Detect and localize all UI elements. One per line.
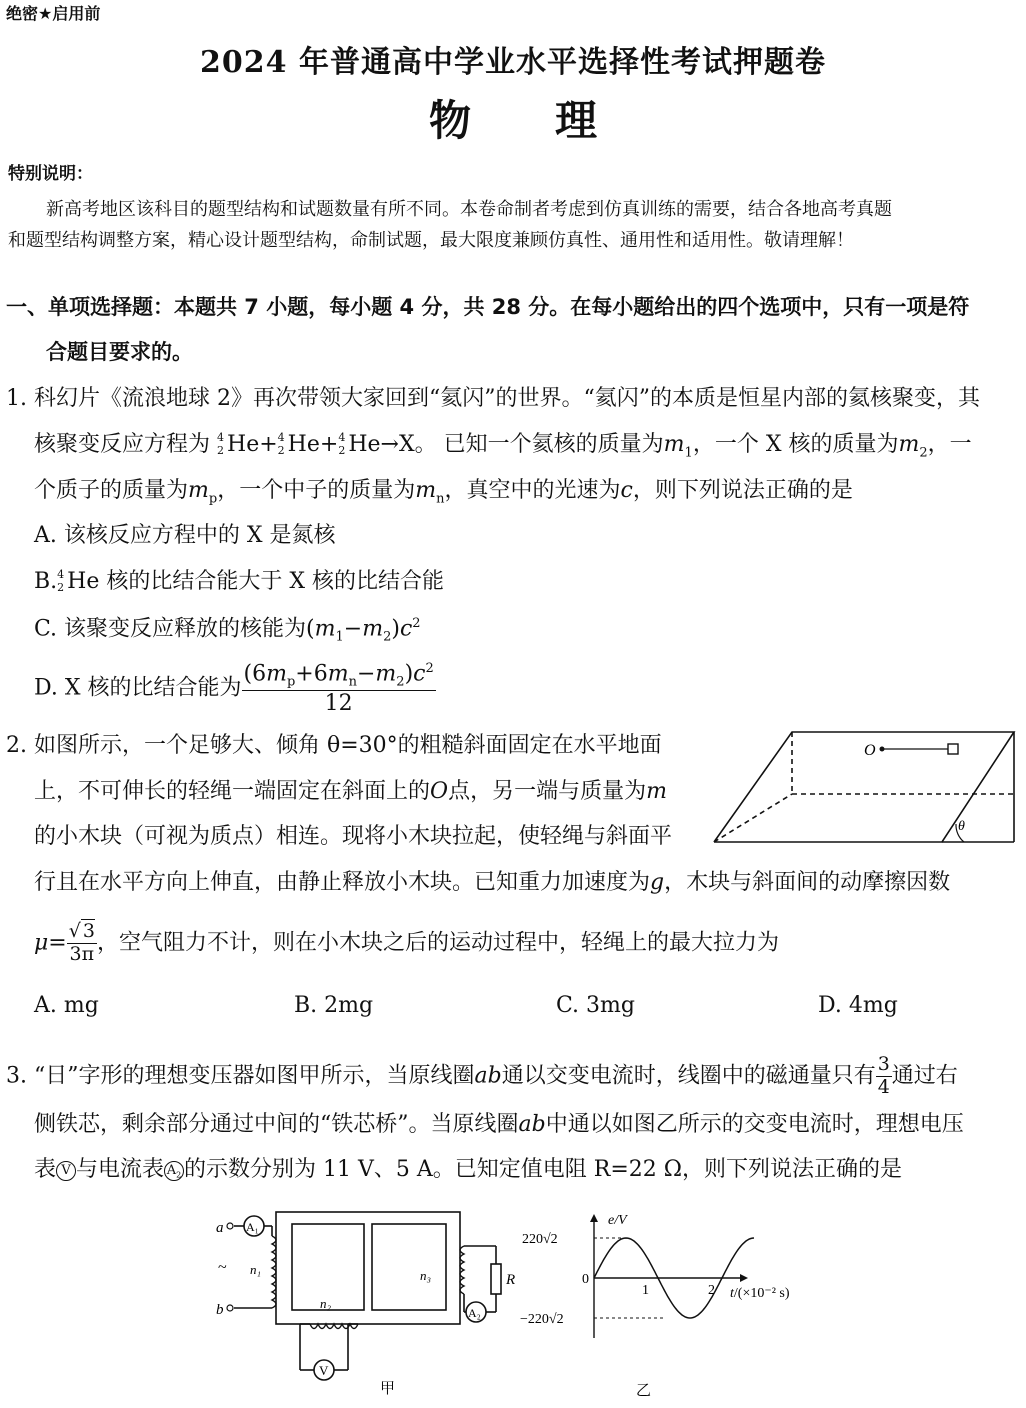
q3-line-3: 表 V 与电流表 $A_2$ 的示数分别为 11 V、5 A。已知定值电阻 R=22 Ω，则下列说法正确的是 [34, 1157, 902, 1182]
terminal-b [227, 1305, 233, 1311]
label-theta: θ [958, 819, 965, 834]
xlabel: t/(×10⁻² s) [730, 1286, 790, 1301]
label-a2: A₂ [468, 1306, 481, 1320]
section-heading-cont: 合题目要求的。 [46, 340, 193, 364]
emf-chart [520, 1210, 820, 1400]
q2-option-a: A. mg [34, 993, 99, 1018]
q2-line-4: 行且在水平方向上伸直，由静止释放小木块。已知重力加速度为g，木块与斜面间的动摩擦因数 [34, 870, 951, 895]
y-axis-arrow [590, 1214, 598, 1222]
q2-option-d: D. 4mg [818, 993, 898, 1018]
q3-line-1: 3. “日”字形的理想变压器如图甲所示，当原线圈ab通以交变电流时，线圈中的磁通量只有 $\frac{3}{4}$ 通过右 [6, 1053, 958, 1098]
label-n2: n₂ [320, 1296, 332, 1311]
label-n1: n₁ [250, 1262, 262, 1277]
q1-option-a: A. 该核反应方程中的 X 是氮核 [34, 523, 336, 548]
label-r: R [506, 1272, 516, 1288]
notice-label: 特别说明： [8, 164, 93, 184]
anchor-point-o [880, 747, 885, 752]
caption-yi: 乙 [636, 1383, 652, 1399]
helium-nuclide: 4 2 He [338, 431, 381, 457]
transformer-figure [214, 1208, 534, 1400]
terminal-a [227, 1223, 233, 1229]
q1-option-b: B. 4 2 He 核的比结合能大于 X 核的比结合能 [34, 568, 445, 594]
q3-line-2: 侧铁芯，剩余部分通过中间的“铁芯桥”。当原线圈ab中通以如图乙所示的交变电流时，理想电压 [34, 1112, 964, 1137]
q2-line-5: μ= $\frac{√ 3}{3\pi}$ ，空气阻力不计，则在小木块之后的运动过程中，轻绳上的最大拉力为 [34, 920, 779, 965]
tick-y-bottom: −220√2 [520, 1312, 564, 1327]
label-b: b [216, 1302, 224, 1318]
secret-label: 绝密★启用前 [6, 4, 101, 23]
tick-x-2: 2 [708, 1283, 715, 1298]
notice-line-2: 和题型结构调整方案，精心设计题型结构，命制试题，最大限度兼顾仿真性、通用性和适用性。敬请理解！ [8, 230, 854, 251]
exam-title: 2024 年普通高中学业水平选择性考试押题卷 [200, 45, 826, 80]
q2-option-b: B. 2mg [294, 993, 374, 1018]
q2-line-1: 2. 如图所示，一个足够大、倾角 θ=30°的粗糙斜面固定在水平地面 [6, 733, 662, 758]
ammeter-symbol: $A_2$ [164, 1161, 184, 1181]
voltmeter-symbol: V [56, 1161, 76, 1181]
tick-y-top: 220√2 [522, 1232, 558, 1247]
label-v: V [319, 1363, 329, 1378]
q2-line-3: 的小木块（可视为质点）相连。现将小木块拉起，使轻绳与斜面平 [34, 824, 673, 849]
mu-fraction: $\frac{√ 3}{3\pi}$ [68, 920, 95, 965]
label-n3: n₃ [420, 1268, 432, 1283]
label-a1: A₁ [246, 1220, 259, 1234]
flux-fraction: $\frac{3}{4}$ [877, 1053, 890, 1098]
tick-x-1: 1 [642, 1283, 649, 1298]
q1-option-c: C. 该聚变反应释放的核能为$(m_1-m_2)c^2$ [34, 616, 421, 645]
notice-line-1: 新高考地区该科目的题型结构和试题数量有所不同。本卷命制者考虑到仿真训练的需要，结合各地高考真题 [46, 199, 892, 220]
helium-nuclide: 4 2 He [217, 431, 260, 457]
label-ac: ~ [218, 1259, 227, 1276]
q1-line-3: 个质子的质量为$m_p$，一个中子的质量为$m_n$，真空中的光速为c，则下列说法正确的是 [34, 478, 853, 507]
q2-option-c: C. 3mg [556, 993, 635, 1018]
x-axis-arrow [740, 1274, 748, 1282]
caption-jia: 甲 [380, 1381, 396, 1397]
ylabel: e/V [608, 1213, 627, 1228]
helium-nuclide: 4 2 He [277, 431, 320, 457]
label-a: a [216, 1220, 224, 1236]
section-heading: 一、单项选择题：本题共 7 小题，每小题 4 分，共 28 分。在每小题给出的四个选项中，只有一项是符 [6, 295, 970, 319]
q1-option-d: D. X 核的比结合能为 $\frac{(6m_p+6m_n-m_2)c^2}{12}$ [34, 661, 434, 717]
incline-figure [712, 722, 1020, 852]
q1-line-2: 核聚变反应方程为 4 2 He+ 4 2 He+ 4 2 He→X。 已知一个氦核的质量为$m_1$，一个 X 核的质量为$m_2$，一 [34, 431, 972, 461]
binding-energy-fraction: $\frac{(6m_p+6m_n-m_2)c^2}{12}$ [243, 661, 434, 717]
q2-line-2: 上，不可伸长的轻绳一端固定在斜面上的O点，另一端与质量为m [34, 779, 667, 804]
subject-title: 物 理 [428, 96, 597, 145]
tick-y-zero: 0 [582, 1272, 589, 1287]
label-o: O [864, 742, 876, 759]
q1-line-1: 1. 科幻片《流浪地球 2》再次带领大家回到“氦闪”的世界。“氦闪”的本质是恒星内部的氦核聚变，其 [6, 386, 980, 411]
